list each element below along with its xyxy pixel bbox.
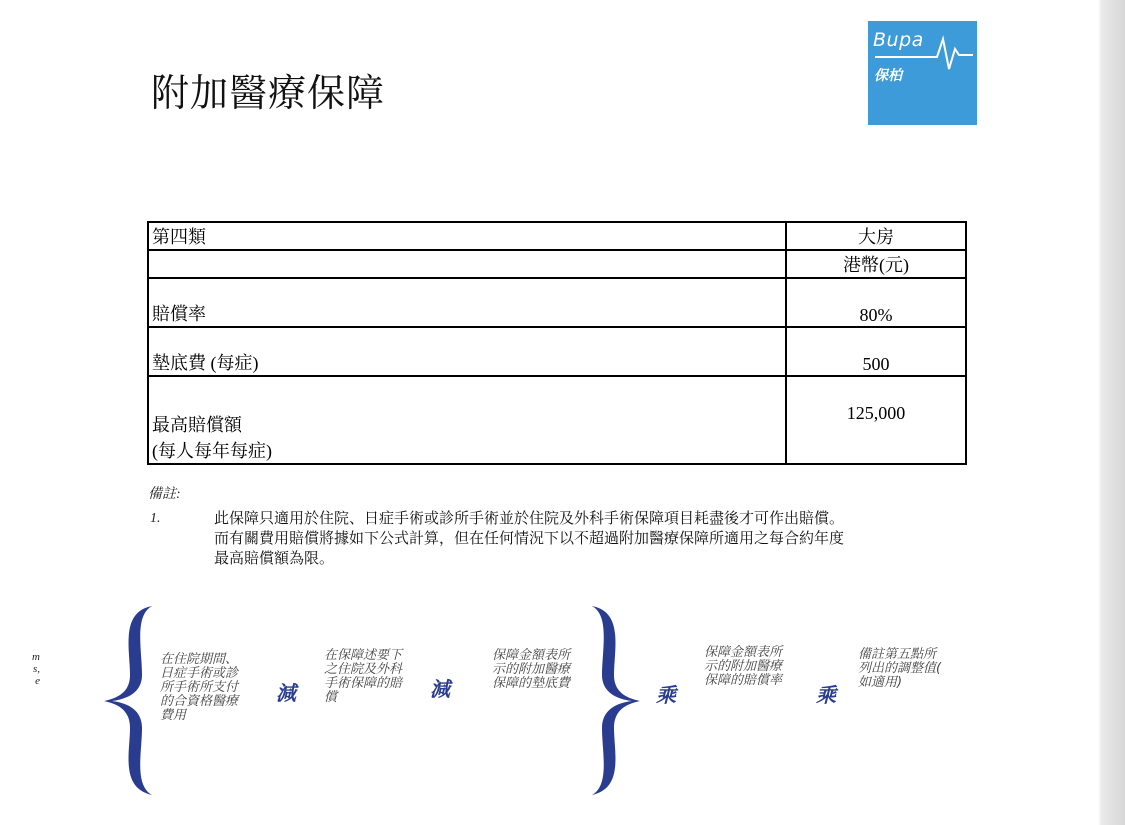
fragment-line: s, [32,663,40,675]
operator-minus: 減 [276,681,296,705]
term-line: 示的附加醫療 [492,662,571,677]
row-label-cell [148,376,786,464]
note-number: 1. [150,511,161,526]
term-line: 償 [324,690,338,705]
term-line: 在保障述要下 [324,648,403,663]
currency-cell [786,250,966,278]
operator-minus: 減 [430,677,450,701]
term-line: 保障金額表所 [492,648,571,663]
term-line: 在住院期間、 [160,652,239,667]
room-type-label: 大房 [858,227,894,247]
formula-term-paid-benefit [324,649,402,705]
page-title: 附加醫療保障 [151,71,386,115]
row-value: 500 [862,354,890,374]
note-line: 最高賠償額為限。 [214,549,335,567]
row-label-cell [148,327,786,376]
row-label: 賠償率 [152,304,206,324]
term-line: 保障的墊底費 [492,676,571,691]
page-edge-shadow [1098,0,1125,825]
row-label-sub: (每人每年每症) [152,441,272,461]
term-line: 如適用) [858,675,903,690]
bupa-logo [868,21,977,125]
note-line: 此保障只適用於住院、日症手術或診所手術並於住院及外科手術保障項目耗盡後才可作出賠償。 [214,509,845,527]
operator-multiply: 乘 [656,683,676,707]
term-line: 列出的調整值( [858,661,942,676]
table-row [148,278,966,327]
term-line: 費用 [160,708,187,723]
note-line: 而有關費用賠償將據如下公式計算，但在任何情況下以不超過附加醫療保障所適用之每合約年度 [214,529,845,547]
term-line: 日症手術或診 [160,666,239,681]
term-line: 示的附加醫療 [704,659,783,674]
formula-term-deductible [492,649,570,691]
formula-term-reimbursement-rate [704,646,782,688]
term-line: 備註第五點所 [858,647,937,662]
logo-chinese-text: 保柏 [874,68,902,84]
fragment-line: m [32,651,40,663]
category-label: 第四類 [152,227,206,247]
table-currency-row [148,250,966,278]
row-label: 最高賠償額 [152,415,242,435]
benefit-table [147,221,967,465]
term-line: 的合資格醫療 [160,694,239,709]
notes-heading: 備註: [148,487,181,502]
term-line: 保障金額表所 [704,645,783,660]
row-value-cell [786,327,966,376]
formula-term-adjustment [858,648,941,690]
term-line: 手術保障的賠 [324,676,403,691]
right-brace [592,606,640,795]
term-line: 保障的賠償率 [704,673,783,688]
logo-brand-text: Bupa [873,29,924,51]
row-value: 80% [859,305,893,325]
table-row [148,376,966,464]
table-header-row [148,222,966,250]
operator-multiply: 乘 [816,683,836,707]
row-value-cell [786,278,966,327]
row-label: 墊底費 (每症) [152,353,259,373]
room-type-cell [786,222,966,250]
term-line: 所手術所支付 [160,680,239,695]
note-text [214,508,974,568]
empty-cell [148,250,786,278]
currency-label: 港幣(元) [843,255,909,275]
category-cell [148,222,786,250]
left-brace [104,606,152,795]
row-value-cell [786,376,966,464]
table-row [148,327,966,376]
row-value: 125,000 [846,402,906,423]
fragment-line: e [35,675,40,687]
row-label-cell [148,278,786,327]
formula-term-eligible-expenses [160,653,238,723]
term-line: 之住院及外科 [324,662,403,677]
